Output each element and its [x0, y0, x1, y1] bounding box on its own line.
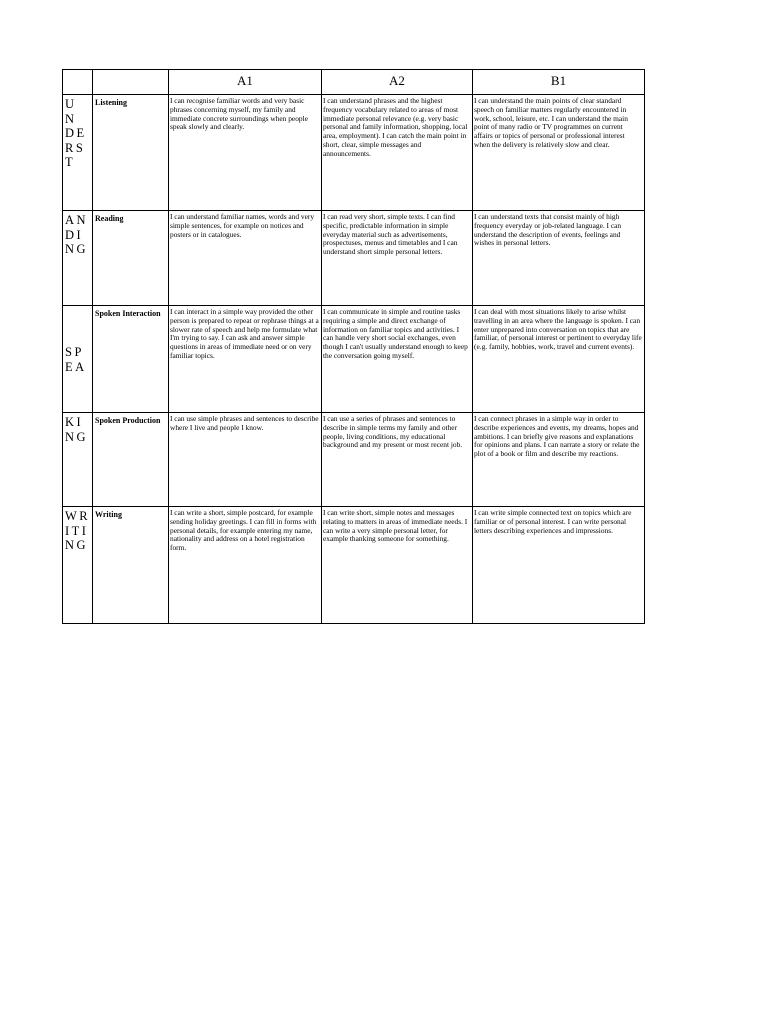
subskill-label: Reading [93, 211, 169, 306]
descriptor-a2: I can use a series of phrases and sentences to describe in simple terms my family and other people, living conditions, my educational background and my present or most recent job. [322, 413, 473, 507]
skill-label-writing: WR ITI NG [63, 507, 93, 624]
table-row-spoken-production [63, 413, 645, 507]
descriptor-a2: I can read very short, simple texts. I can find specific, predictable information in simple everyday material such as advertisements, prospectuses, menus and timetables and I can understand short simple personal letters. [322, 211, 473, 306]
descriptor-b1: I can understand texts that consist mainly of high frequency everyday or job-related language. I can understand the description of events, feelings and wishes in personal letters. [473, 211, 645, 306]
header-level-a2: A2 [322, 70, 473, 95]
descriptor-b1: I can deal with most situations likely to arise whilst travelling in an area where the language is spoken. I can enter unprepared into conversation on topics that are familiar, of personal interest or pertinent to everyday life (e.g. family, hobbies, work, travel and current events). [473, 306, 645, 413]
descriptor-b1: I can connect phrases in a simple way in order to describe experiences and events, my dreams, hopes and ambitions. I can briefly give reasons and explanations for opinions and plans. I can narrate a story or relate the plot of a book or film and describe my reactions. [473, 413, 645, 507]
descriptor-a1: I can recognise familiar words and very basic phrases concerning myself, my family and immediate concrete surroundings when people speak slowly and clearly. [169, 95, 322, 211]
table-row-spoken-interaction [63, 306, 645, 413]
descriptor-b1: I can understand the main points of clear standard speech on familiar matters regularly encountered in work, school, leisure, etc. I can understand the main point of many radio or TV programmes on current affairs or topics of personal or professional interest when the delivery is relatively slow and clear. [473, 95, 645, 211]
descriptor-b1: I can write simple connected text on topics which are familiar or of personal interest. I can write personal letters describing experiences and impressions. [473, 507, 645, 624]
header-row [63, 70, 645, 95]
skill-label-speaking-part-2: KI NG [63, 413, 93, 507]
table-row-reading [63, 211, 645, 306]
subskill-label: Writing [93, 507, 169, 624]
table-row-writing [63, 507, 645, 624]
header-level-b1: B1 [473, 70, 645, 95]
skill-label-understanding-part-1: U N DE RS T [63, 95, 93, 211]
cefr-self-assessment-table [62, 69, 645, 624]
header-empty-skill [63, 70, 93, 95]
subskill-label: Spoken Production [93, 413, 169, 507]
skill-label-understanding-part-2: AN DI NG [63, 211, 93, 306]
subskill-label: Spoken Interaction [93, 306, 169, 413]
table-row-listening [63, 95, 645, 211]
header-empty-subskill [93, 70, 169, 95]
descriptor-a1: I can use simple phrases and sentences to describe where I live and people I know. [169, 413, 322, 507]
descriptor-a1: I can write a short, simple postcard, for example sending holiday greetings. I can fill in forms with personal details, for example entering my name, nationality and address on a hotel registration form. [169, 507, 322, 624]
descriptor-a2: I can communicate in simple and routine tasks requiring a simple and direct exchange of information on familiar topics and activities. I can handle very short social exchanges, even though I can't usually understand enough to keep the conversation going myself. [322, 306, 473, 413]
descriptor-a2: I can write short, simple notes and messages relating to matters in areas of immediate needs. I can write a very simple personal letter, for example thanking someone for something. [322, 507, 473, 624]
subskill-label: Listening [93, 95, 169, 211]
descriptor-a1: I can interact in a simple way provided the other person is prepared to repeat or rephrase things at a slower rate of speech and help me formulate what I'm trying to say. I can ask and answer simple questions in areas of immediate need or on very familiar topics. [169, 306, 322, 413]
descriptor-a1: I can understand familiar names, words and very simple sentences, for example on notices and posters or in catalogues. [169, 211, 322, 306]
descriptor-a2: I can understand phrases and the highest frequency vocabulary related to areas of most immediate personal relevance (e.g. very basic personal and family information, shopping, local area, employment). I can catch the main point in short, clear, simple messages and announcements. [322, 95, 473, 211]
header-level-a1: A1 [169, 70, 322, 95]
skill-label-speaking-part-1: SP EA [63, 306, 93, 413]
